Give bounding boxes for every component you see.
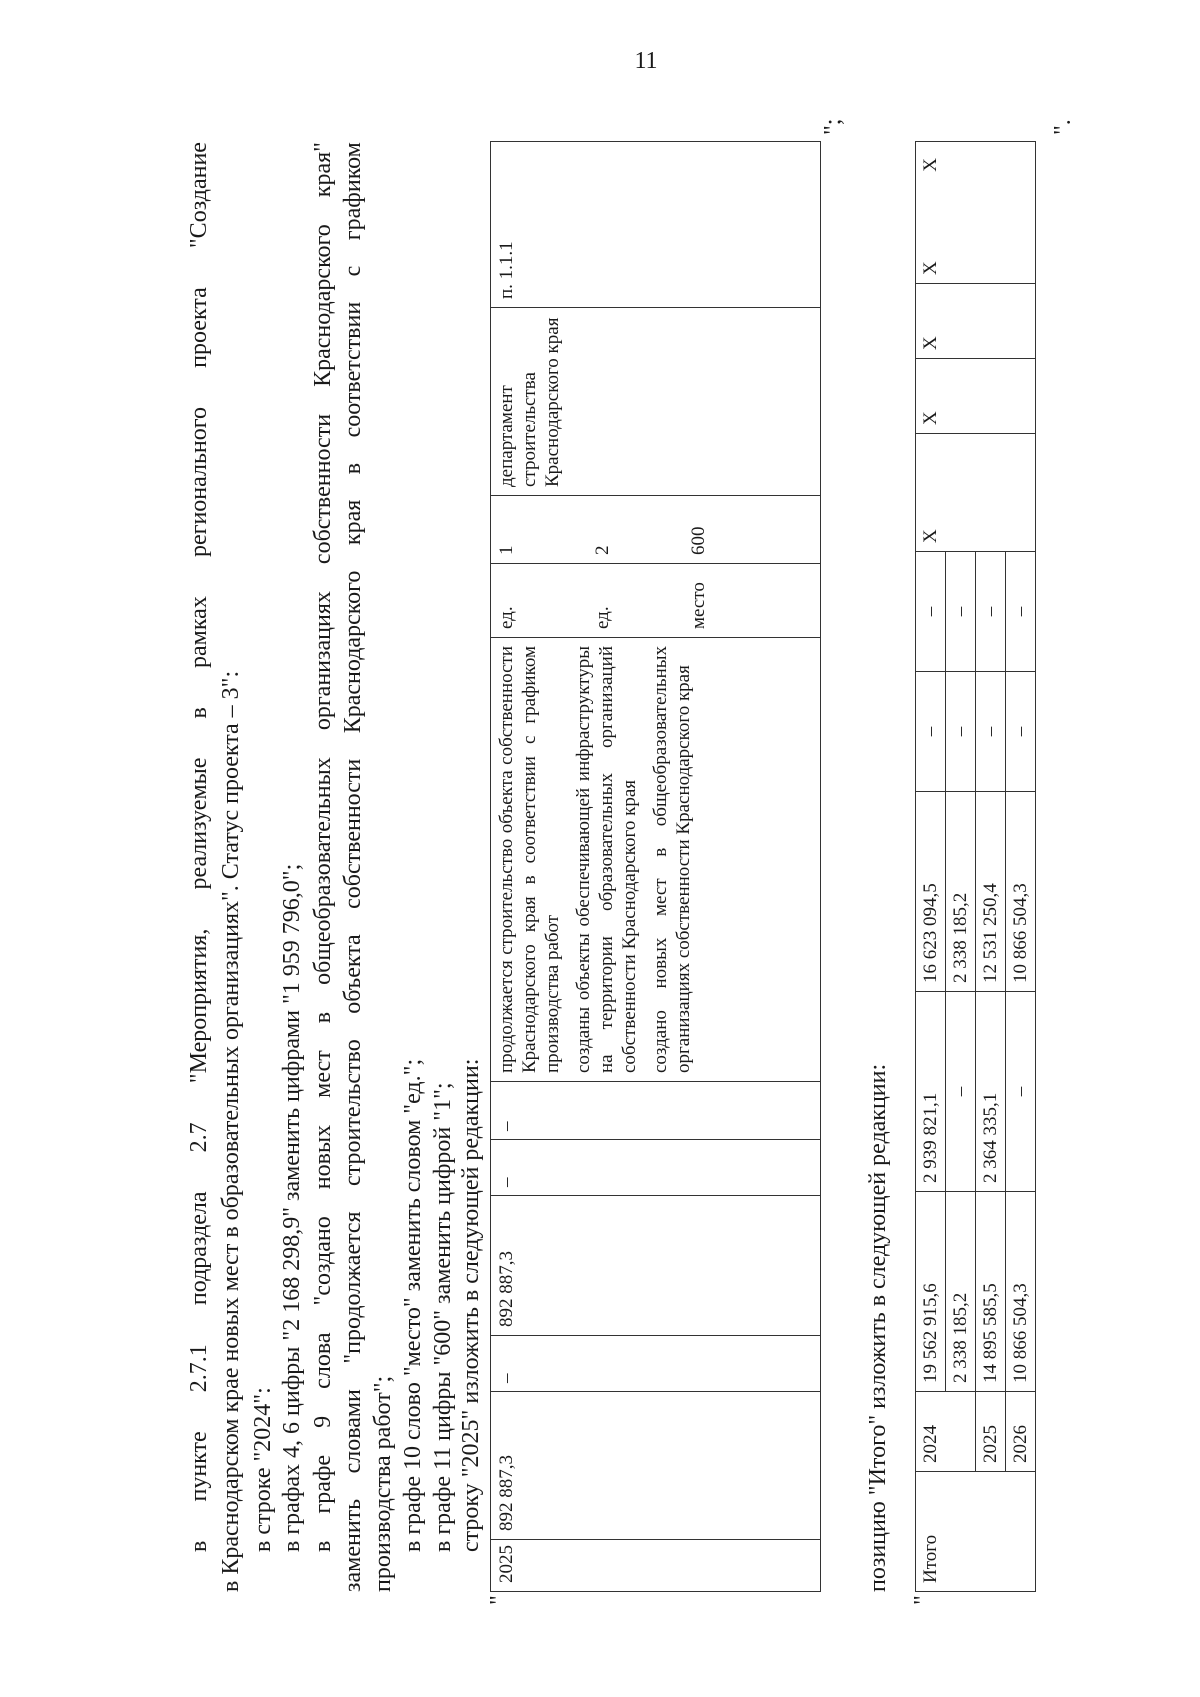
t2-c5-0: – bbox=[916, 552, 946, 672]
t1-val-3: 600 bbox=[688, 526, 709, 555]
t2-c1-3: 10 866 504,3 bbox=[1006, 1192, 1036, 1392]
t2-c4-1: – bbox=[946, 672, 976, 792]
table1-open-quote: " bbox=[486, 1595, 512, 1605]
t1-desc-1: продолжается строительство объекта собственности Краснодарского края в соответствии с графиком производства работ bbox=[496, 646, 563, 1073]
t1-col6: – bbox=[491, 1082, 821, 1140]
t1-col5: – bbox=[491, 1140, 821, 1196]
t1-unit-3: место bbox=[688, 582, 709, 629]
table2-open-quote: " bbox=[910, 1595, 936, 1605]
table1-close-quote: "; bbox=[820, 118, 846, 135]
t2-x-3 bbox=[916, 142, 1036, 284]
intro-line-1: в пункте 2.7.1 подраздела 2.7 "Мероприятия, реализуемые в рамках регионального проекта "Создание bbox=[186, 142, 212, 1552]
t1-desc-2: созданы объекты обеспечивающей инфраструктуры на территории образовательных организаций собственности Краснодарского края bbox=[573, 646, 640, 1073]
t1-units bbox=[491, 564, 821, 638]
t1-col4: 892 887,3 bbox=[491, 1196, 821, 1336]
intro-line-9: в графе 11 цифры "600" заменить цифрой "1"; bbox=[430, 1082, 456, 1552]
t2-c3-1: 2 338 185,2 bbox=[946, 792, 976, 992]
t1-unit-1: ед. bbox=[496, 606, 517, 629]
intro-line-6: заменить словами "продолжается строительство объекта собственности Краснодарского края в соответствии с графиком bbox=[340, 142, 366, 1592]
intro-line-7: производства работ"; bbox=[370, 1375, 396, 1592]
t2-c1-1: 2 338 185,2 bbox=[946, 1192, 976, 1392]
t2-c3-2: 12 531 250,4 bbox=[976, 792, 1006, 992]
t2-x-1: X bbox=[916, 359, 1036, 434]
t2-x-4: X bbox=[920, 158, 941, 172]
t1-ref: п. 1.1.1 bbox=[491, 142, 821, 308]
t1-col3: – bbox=[491, 1336, 821, 1392]
t2-c2-3: – bbox=[1006, 992, 1036, 1192]
t2-row-0 bbox=[916, 142, 946, 1592]
t1-col2: 892 887,3 bbox=[491, 1392, 821, 1540]
t2-c5-3: – bbox=[1006, 552, 1036, 672]
t2-x-3a: X bbox=[920, 261, 941, 275]
t1-val-1: 1 bbox=[496, 545, 517, 555]
t2-c4-0: – bbox=[916, 672, 946, 792]
t2-year-2: 2025 bbox=[976, 1392, 1006, 1472]
intro-line-8: в графе 10 слово "место" заменить словом "ед."; bbox=[400, 1058, 426, 1552]
rotated-document-body bbox=[180, 77, 1190, 1605]
t2-c3-3: 10 866 504,3 bbox=[1006, 792, 1036, 992]
t2-c2-0: 2 939 821,1 bbox=[916, 992, 946, 1192]
t1-unit-2: ед. bbox=[592, 606, 613, 629]
table1-row-2025 bbox=[491, 142, 821, 1592]
page-number: 11 bbox=[634, 48, 658, 74]
intro-line-3: в строке "2024": bbox=[250, 1387, 276, 1552]
t2-c2-1: – bbox=[946, 992, 976, 1192]
intro-line-4: в графах 4, 6 цифры "2 168 298,9" заменить цифрами "1 959 796,0"; bbox=[279, 863, 305, 1552]
t2-c4-2: – bbox=[976, 672, 1006, 792]
t2-c2-2: 2 364 335,1 bbox=[976, 992, 1006, 1192]
intro-line-5: в графе 9 слова "создано новых мест в общеобразовательных организациях собственности Краснодарского края" bbox=[310, 142, 336, 1552]
middle-line: позицию "Итого" изложить в следующей редакции: bbox=[865, 1063, 891, 1592]
t2-year-0: 2024 bbox=[916, 1392, 976, 1472]
table2 bbox=[915, 141, 1036, 1592]
intro-line-10: строку "2025" изложить в следующей редакции: bbox=[458, 1058, 484, 1552]
t2-x-0: X bbox=[916, 434, 1036, 552]
t1-descriptions bbox=[491, 638, 821, 1082]
t2-label: Итого bbox=[916, 1472, 1036, 1592]
t1-year: 2025 bbox=[491, 1540, 821, 1592]
t2-year-3: 2026 bbox=[1006, 1392, 1036, 1472]
t2-x-2: X bbox=[916, 284, 1036, 359]
table1 bbox=[490, 141, 821, 1592]
t2-c1-0: 19 562 915,6 bbox=[916, 1192, 946, 1392]
t1-val-2: 2 bbox=[592, 545, 613, 555]
t2-c3-0: 16 623 094,5 bbox=[916, 792, 946, 992]
t1-values bbox=[491, 496, 821, 564]
t1-executor: департамент строительства Краснодарского края bbox=[491, 308, 821, 496]
t2-c5-1: – bbox=[946, 552, 976, 672]
table2-close-quote: ". bbox=[1050, 119, 1076, 135]
t2-c1-2: 14 895 585,5 bbox=[976, 1192, 1006, 1392]
t2-c5-2: – bbox=[976, 552, 1006, 672]
t2-c4-3: – bbox=[1006, 672, 1036, 792]
t1-desc-3: создано новых мест в общеобразовательных организациях собственности Краснодарского края bbox=[650, 646, 694, 1073]
intro-line-2: в Краснодарском крае новых мест в образовательных организациях". Статус проекта – 3": bbox=[218, 670, 244, 1592]
